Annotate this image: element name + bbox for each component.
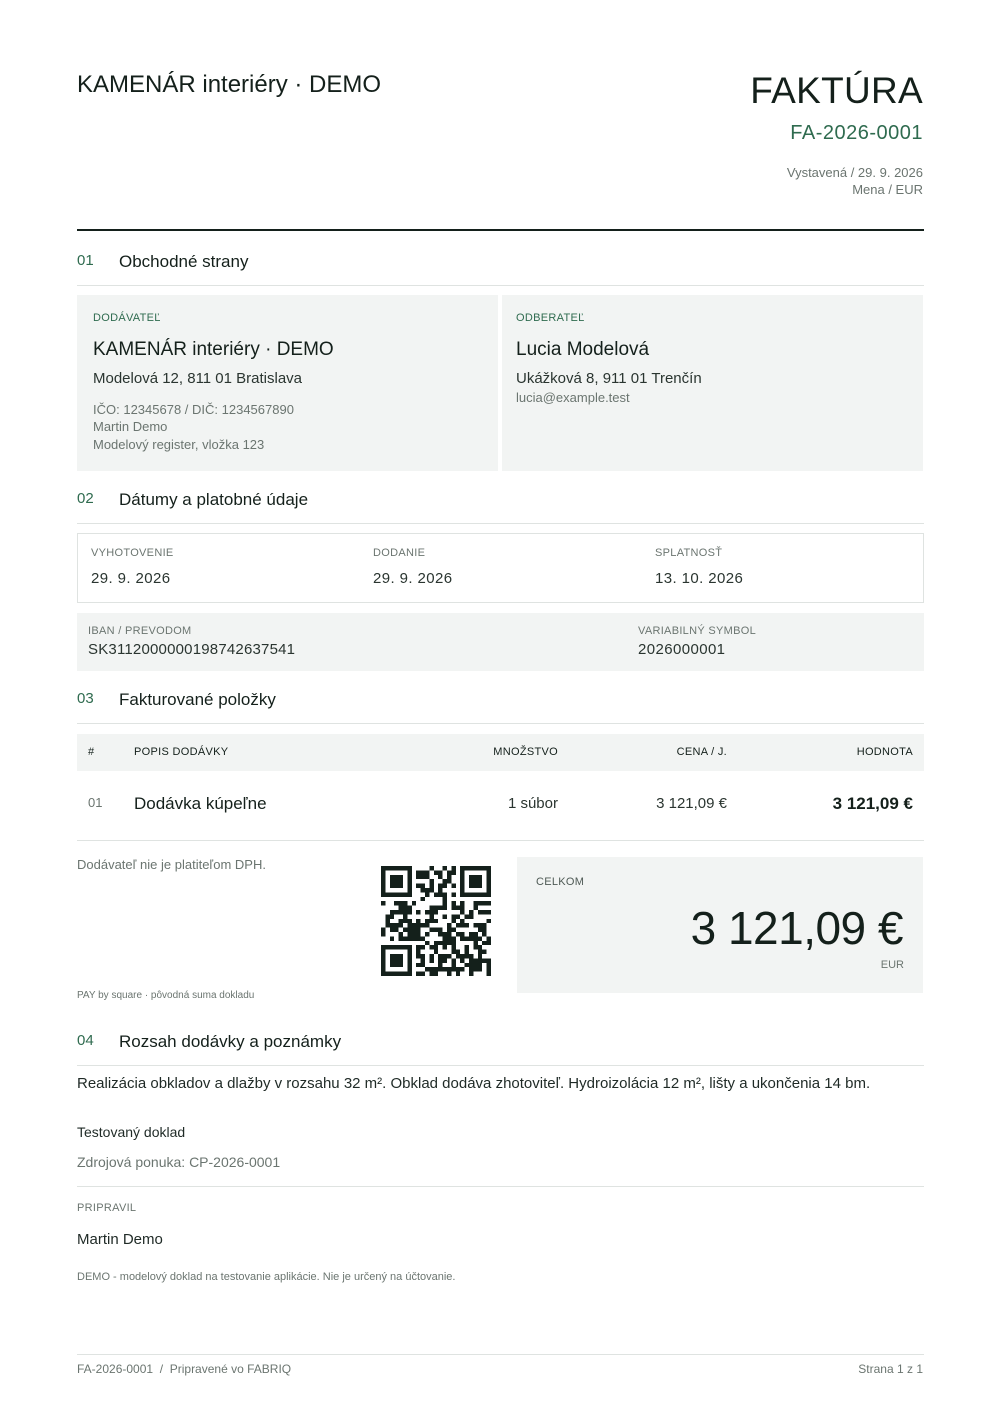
payment-box [77, 613, 924, 671]
supplier-ids: IČO: 12345678 / DIČ: 1234567890 [93, 402, 294, 417]
section-divider [77, 723, 924, 724]
iban-value: SK3112000000198742637541 [88, 641, 296, 658]
due-date-label: SPLATNOSŤ [655, 547, 723, 559]
section-number: 01 [77, 252, 94, 269]
col-unit-price: CENA / J. [676, 746, 727, 758]
page-counter: Strana 1 z 1 [858, 1362, 923, 1376]
row-quantity: 1 súbor [507, 795, 558, 812]
demo-disclaimer: DEMO - modelový doklad na testovanie aplikácie. Nie je určený na účtovanie. [77, 1271, 456, 1283]
delivery-date-label: DODANIE [373, 547, 426, 559]
delivery-date-value: 29. 9. 2026 [373, 570, 453, 587]
section-title: Rozsah dodávky a poznámky [119, 1032, 342, 1051]
section-divider [77, 523, 924, 524]
col-value: HODNOTA [856, 746, 913, 758]
items-table-header [77, 734, 924, 771]
col-description: POPIS DODÁVKY [134, 746, 229, 758]
qr-code-icon [381, 866, 491, 976]
supplier-card [77, 295, 498, 471]
dates-box [77, 533, 924, 603]
row-description: Dodávka kúpeľne [134, 794, 267, 813]
customer-card [502, 295, 923, 471]
total-currency: EUR [880, 959, 904, 971]
col-quantity: MNOŽSTVO [493, 746, 558, 758]
section-number: 03 [77, 690, 94, 707]
supplier-person: Martin Demo [93, 419, 168, 434]
issue-date-label: VYHOTOVENIE [91, 547, 174, 559]
section-divider [77, 1065, 924, 1066]
header-divider [77, 229, 924, 231]
document-type: FAKTÚRA [750, 70, 923, 111]
currency-meta: Mena / EUR [852, 182, 923, 197]
qr-caption: PAY by square · pôvodná suma dokladu [77, 990, 255, 1001]
issue-date-value: 29. 9. 2026 [91, 570, 171, 587]
source-offer: Zdrojová ponuka: CP-2026-0001 [77, 1154, 281, 1170]
table-row [77, 771, 924, 840]
iban-label: IBAN / PREVODOM [88, 625, 192, 637]
invoice-number: FA-2026-0001 [790, 122, 923, 144]
supplier-label: DODÁVATEĽ [93, 312, 161, 324]
due-date-value: 13. 10. 2026 [655, 570, 744, 587]
section-title: Obchodné strany [119, 252, 249, 271]
section-title: Dátumy a platobné údaje [119, 490, 309, 509]
row-value: 3 121,09 € [832, 794, 913, 813]
customer-name: Lucia Modelová [516, 339, 650, 360]
section-number: 04 [77, 1032, 94, 1049]
customer-address: Ukážková 8, 911 01 Trenčín [516, 370, 702, 387]
customer-email: lucia@example.test [516, 390, 630, 405]
total-amount: 3 121,09 € [690, 902, 903, 954]
vat-note: Dodávateľ nie je platiteľom DPH. [77, 857, 266, 872]
section-number: 02 [77, 490, 94, 507]
supplier-name: KAMENÁR interiéry · DEMO [93, 339, 334, 360]
customer-label: ODBERATEĽ [516, 312, 585, 324]
issue-date-meta: Vystavená / 29. 9. 2026 [786, 165, 923, 180]
footer-divider [77, 1354, 924, 1355]
company-title: KAMENÁR interiéry · DEMO [77, 71, 382, 98]
test-note: Testovaný doklad [77, 1124, 186, 1140]
supplier-address: Modelová 12, 811 01 Bratislava [93, 370, 303, 387]
variable-symbol-value: 2026000001 [638, 641, 726, 658]
total-box [517, 857, 923, 993]
row-number: 01 [88, 795, 103, 810]
scope-text: Realizácia obkladov a dlažby v rozsahu 32 m². Obklad dodáva zhotoviteľ. Hydroizolácia 12 m², lišty a ukončenia 14 bm. [77, 1075, 871, 1092]
notes-divider [77, 1186, 924, 1187]
variable-symbol-label: VARIABILNÝ SYMBOL [638, 625, 756, 637]
col-number: # [88, 746, 95, 758]
table-divider [77, 840, 924, 841]
prepared-by-label: PRIPRAVIL [77, 1202, 137, 1214]
footer-left: FA-2026-0001 / Pripravené vo FABRIQ [77, 1362, 292, 1376]
total-label: CELKOM [536, 876, 585, 888]
row-unit-price: 3 121,09 € [656, 795, 727, 812]
section-divider [77, 285, 924, 286]
supplier-register: Modelový register, vložka 123 [93, 437, 265, 452]
prepared-by-name: Martin Demo [77, 1231, 163, 1248]
section-title: Fakturované položky [119, 690, 276, 709]
